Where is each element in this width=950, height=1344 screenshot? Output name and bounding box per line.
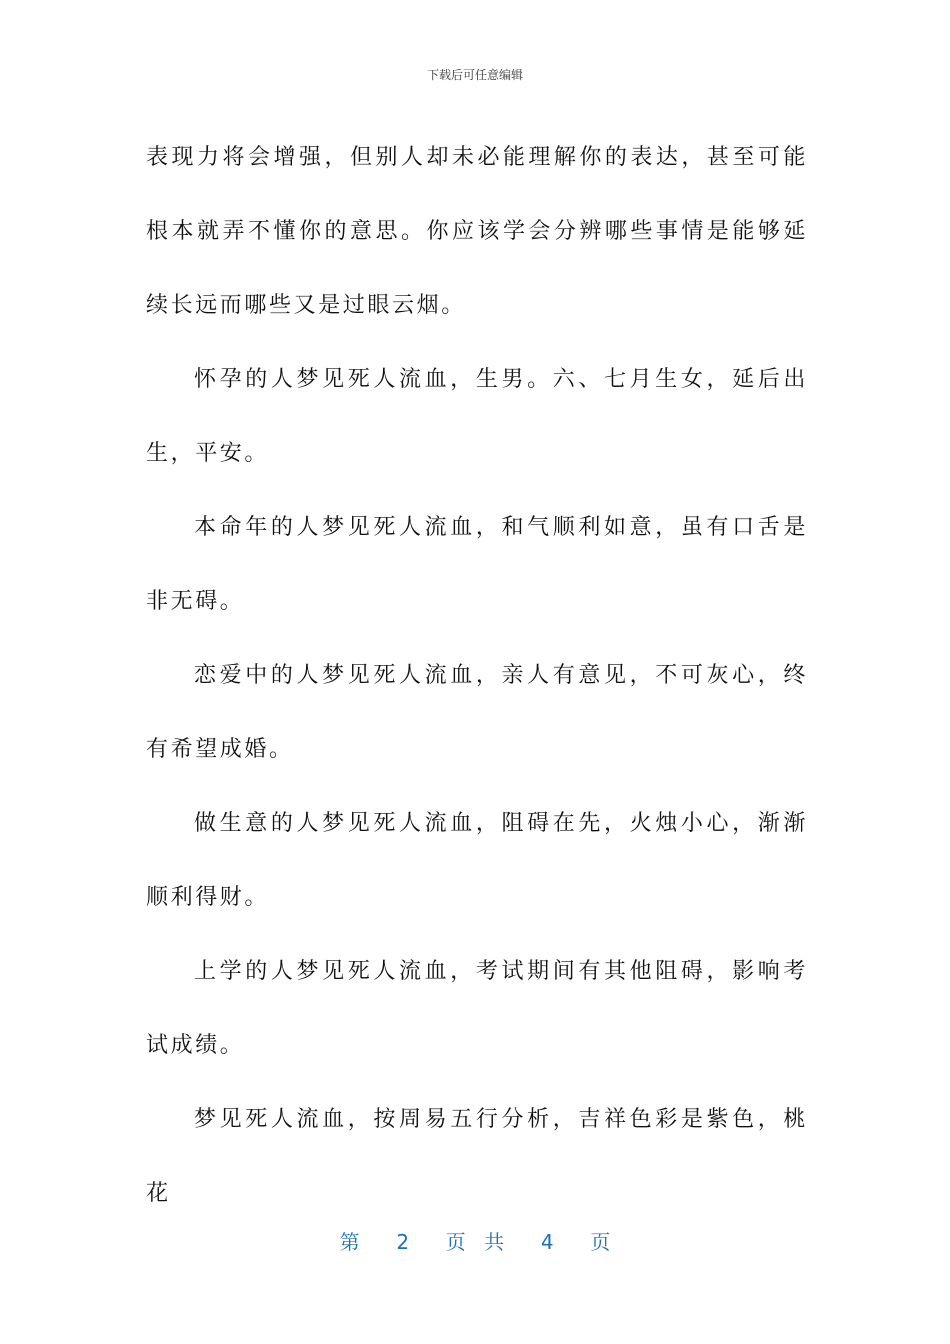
paragraph-birth-year: 本命年的人梦见死人流血，和气顺利如意，虽有口舌是非无碍。 <box>146 515 808 614</box>
paragraph-pregnant: 怀孕的人梦见死人流血，生男。六、七月生女，延后出生，平安。 <box>146 367 808 466</box>
page-number-footer: 第 2 页 共 4 页 <box>339 1230 611 1254</box>
page-header: 下载后可任意编辑 <box>426 68 523 82</box>
document-body <box>146 121 808 1231</box>
paragraph-student: 上学的人梦见死人流血，考试期间有其他阻碍，影响考试成绩。 <box>146 959 808 1058</box>
paragraph-business: 做生意的人梦见死人流血，阻碍在先，火烛小心，渐渐顺利得财。 <box>146 811 808 910</box>
paragraph-five-elements: 梦见死人流血，按周易五行分析，吉祥色彩是紫色，桃花 <box>146 1107 808 1206</box>
paragraph-continuation: 表现力将会增强，但别人却未必能理解你的表达，甚至可能根本就弄不懂你的意思。你应该学会分辨哪些事情是能够延续长远而哪些又是过眼云烟。 <box>146 145 808 318</box>
paragraph-in-love: 恋爱中的人梦见死人流血，亲人有意见，不可灰心，终有希望成婚。 <box>146 663 808 762</box>
